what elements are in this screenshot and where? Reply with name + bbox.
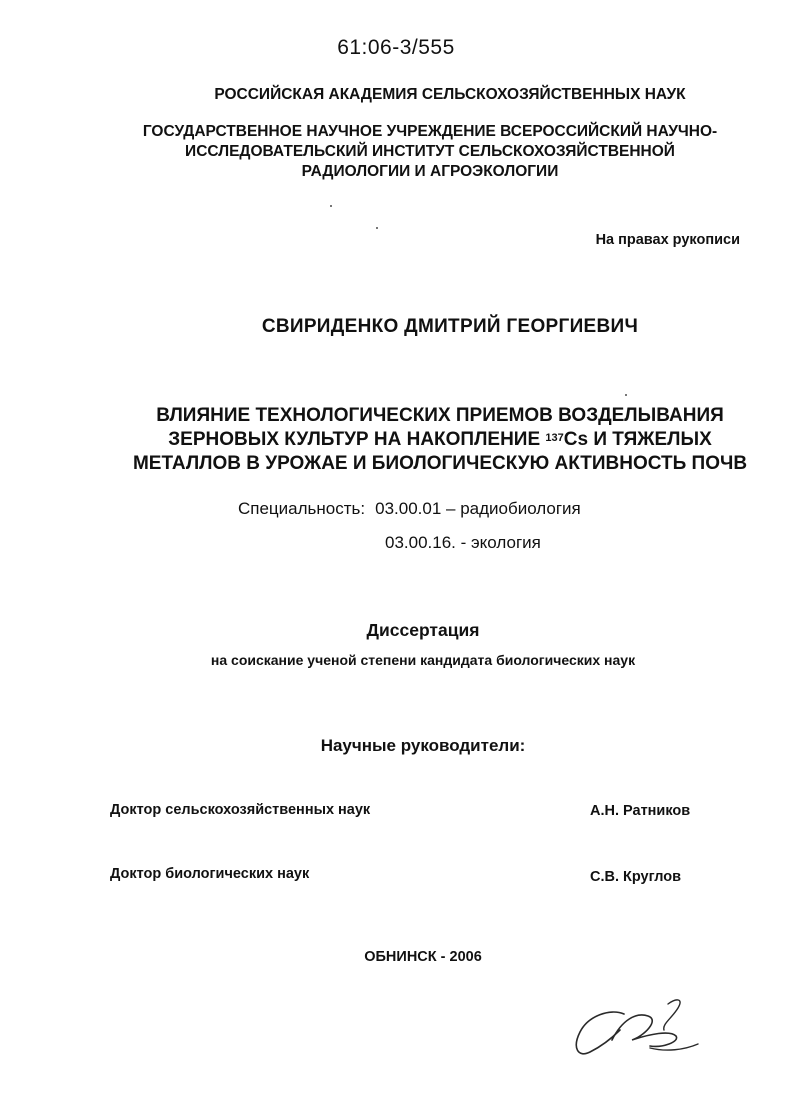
dissertation-title [0,404,792,476]
signature-stroke [612,1015,677,1046]
manuscript-rights-note: На правах рукописи [595,232,740,248]
isotope-mass-number: 137 [545,432,564,444]
scan-speck [625,394,627,396]
supervisor-name: С.В. Круглов [590,869,682,885]
academy-name: РОССИЙСКАЯ АКАДЕМИЯ СЕЛЬСКОХОЗЯЙСТВЕННЫХ НАУК [214,86,686,103]
specialty-label: Специальность: [238,499,366,518]
title-line-2-end: Cs И ТЯЖЕЛЫХ [563,429,712,450]
supervisor-degree: Доктор биологических наук [110,866,310,882]
supervisor-degree: Доктор сельскохозяйственных наук [110,802,371,818]
degree-sought: на соискание ученой степени кандидата биологических наук [210,652,636,668]
specialty-item-ecology: 03.00.16. - экология [385,533,541,552]
scan-speck [330,205,332,207]
title-line-3: МЕТАЛЛОВ В УРОЖАЕ И БИОЛОГИЧЕСКУЮ АКТИВНОСТЬ ПОЧВ [132,453,748,474]
signature-stroke [664,1000,680,1030]
supervisor-name: А.Н. Ратников [590,803,691,819]
institution-line: ГОСУДАРСТВЕННОЕ НАУЧНОЕ УЧРЕЖДЕНИЕ ВСЕРОССИЙСКИЙ НАУЧНО- [142,123,718,140]
specialty-row [238,499,581,519]
work-type: Диссертация [366,620,480,640]
specialty-row [385,533,541,553]
institution-line: РАДИОЛОГИИ И АГРОЭКОЛОГИИ [301,163,559,180]
handwritten-signature-icon [566,990,716,1070]
specialty-item-radiobiology: 03.00.01 – радиобиология [375,499,581,518]
catalog-number: 61:06-3/555 [337,36,455,59]
city-year: ОБНИНСК - 2006 [364,949,482,965]
supervisors-heading: Научные руководители: [320,736,526,755]
title-line-1: ВЛИЯНИЕ ТЕХНОЛОГИЧЕСКИХ ПРИЕМОВ ВОЗДЕЛЫВАНИЯ [156,405,724,426]
signature-svg [566,990,716,1070]
title-line-2 [0,428,792,452]
institution-name [0,122,792,182]
institution-line: ИССЛЕДОВАТЕЛЬСКИЙ ИНСТИТУТ СЕЛЬСКОХОЗЯЙСТВЕННОЙ [185,143,675,160]
author-name: СВИРИДЕНКО ДМИТРИЙ ГЕОРГИЕВИЧ [261,316,639,337]
scan-speck [376,227,378,229]
title-line-2-start: ЗЕРНОВЫХ КУЛЬТУР НА НАКОПЛЕНИЕ [168,429,546,450]
